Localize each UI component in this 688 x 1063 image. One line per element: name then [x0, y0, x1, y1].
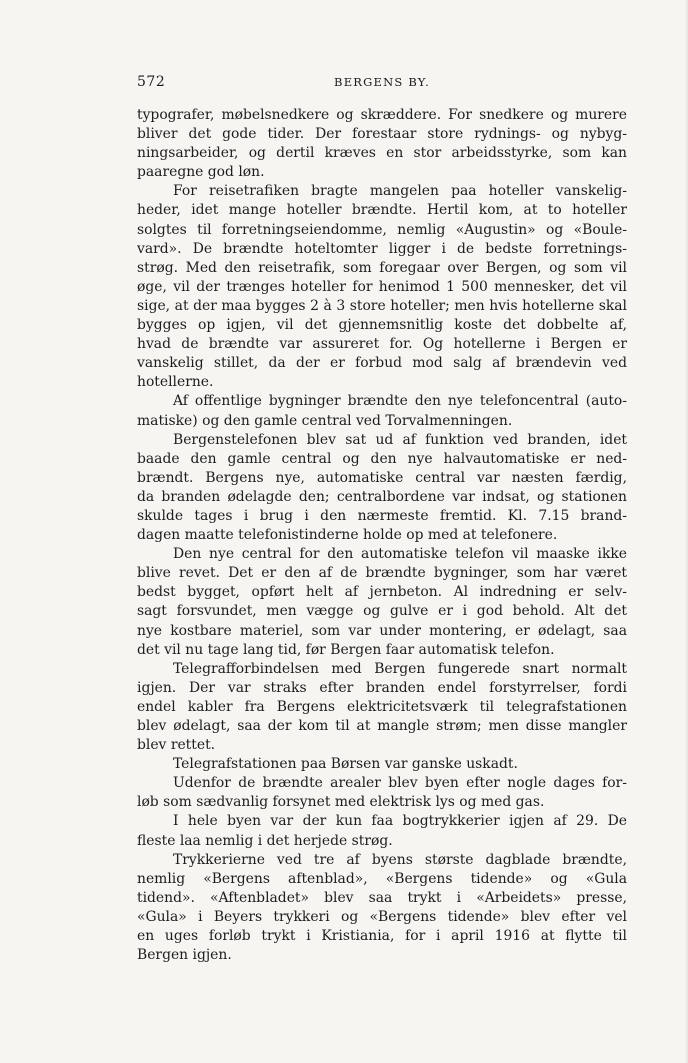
running-title: BERGENS BY. [334, 75, 430, 89]
text-line: en uges forløb trykt i Kristiania, for i april 1916 at flytte til [137, 928, 627, 945]
text-line: endel kabler fra Bergens elektricitetsværk til telegrafstationen [137, 698, 627, 715]
text-line: tidend». «Aftenbladet» blev saa trykt i «Arbeidets» presse, [137, 889, 627, 906]
text-line: Udenfor de brændte arealer blev byen efter nogle dages for- [173, 775, 627, 792]
text-line: paaregne god løn. [137, 164, 265, 181]
text-line: vanskelig stillet, da der er forbud mod salg af brændevin ved [137, 355, 627, 372]
text-line: «Gula» i Beyers trykkeri og «Bergens tidende» blev efter vel [137, 908, 627, 925]
text-line: nye kostbare materiel, som var under montering, er ødelagt, saa [137, 622, 627, 639]
text-line: heder, idet mange hoteller brændte. Hertil kom, at to hoteller [137, 202, 627, 219]
text-line: blev ødelagt, saa der kom til at mangle strøm; men disse mangler [137, 718, 627, 734]
text-line: Trykkerierne ved tre af byens største dagblade brændte, [173, 851, 627, 868]
text-line: da branden ødelagde den; centralbordene var indsat, og stationen [137, 488, 627, 505]
text-line: fleste laa nemlig i det herjede strøg. [137, 832, 393, 849]
text-line: matiske) og den gamle central ved Torvalmenningen. [137, 412, 513, 429]
text-line: brændt. Bergens nye, automatiske central var næsten færdig, [137, 469, 627, 486]
text-line: typografer, møbelsnedkere og skræddere. For snedkere og murere [137, 107, 627, 123]
text-line: sige, at der maa bygges 2 à 3 store hoteller; men hvis hotellerne skal [137, 297, 627, 314]
text-line: det vil nu tage lang tid, før Bergen faar automatisk telefon. [137, 641, 555, 658]
text-line: Af offentlige bygninger brændte den nye telefoncentral (auto- [173, 393, 627, 410]
text-line: baade den gamle central og den nye halvautomatiske er ned- [137, 450, 627, 467]
text-line: bliver det gode tider. Der forestaar store rydnings- og nybyg- [137, 126, 627, 143]
text-line: bygges op igjen, vil det gjennemsnitlig koste det dobbelte af, [137, 317, 627, 334]
text-line: blive revet. Det er den af de brændte bygninger, som har været [137, 565, 627, 582]
text-line: igjen. Der var straks efter branden endel forstyrrelser, fordi [137, 679, 627, 696]
page-number: 572 [137, 74, 166, 90]
text-line: skulde tages i brug i den nærmeste fremtid. Kl. 7.15 brand- [137, 507, 627, 524]
page-header [137, 74, 627, 96]
text-line: solgtes til forretningseiendomme, nemlig «Augustin» og «Boule- [137, 221, 627, 238]
text-line: løb som sædvanlig forsynet med elektrisk lys og med gas. [137, 794, 545, 811]
text-line: Den nye central for den automatiske telefon vil maaske ikke [173, 546, 627, 563]
text-line: øge, vil der trænges hoteller for henimod 1 500 mennesker, det vil [137, 278, 627, 295]
text-line: nemlig «Bergens aftenblad», «Bergens tidende» og «Gula [137, 870, 627, 887]
text-line: blev rettet. [137, 737, 216, 754]
text-line: Bergen igjen. [137, 947, 232, 964]
text-line: Telegrafstationen paa Børsen var ganske uskadt. [173, 756, 518, 773]
text-line: Telegrafforbindelsen med Bergen fungerede snart normalt [173, 660, 627, 677]
text-line: For reisetrafiken bragte mangelen paa hoteller vanskelig- [173, 183, 627, 200]
text-line: dagen maatte telefonistinderne holde op med at telefonere. [137, 527, 558, 544]
text-line: bedst bygget, opført helt af jernbeton. Al indredning er selv- [137, 584, 627, 601]
text-line: strøg. Med den reisetrafik, som foregaar over Bergen, og som vil [137, 259, 627, 276]
body-text [137, 106, 627, 965]
text-line: Bergenstelefonen blev sat ud af funktion ved branden, idet [173, 431, 627, 448]
text-line: sagt forsvundet, men vægge og gulve er i god behold. Alt det [137, 603, 627, 620]
text-line: hvad de brændte var assureret for. Og hotellerne i Bergen er [137, 336, 627, 353]
text-line: vard». De brændte hoteltomter ligger i de bedste forretnings- [137, 240, 627, 257]
text-line: ningsarbeider, og dertil kræves en stor arbeidsstyrke, som kan [137, 145, 627, 162]
text-line: I hele byen var der kun faa bogtrykkerier igjen af 29. De [173, 813, 627, 830]
text-line: hotellerne. [137, 374, 214, 391]
